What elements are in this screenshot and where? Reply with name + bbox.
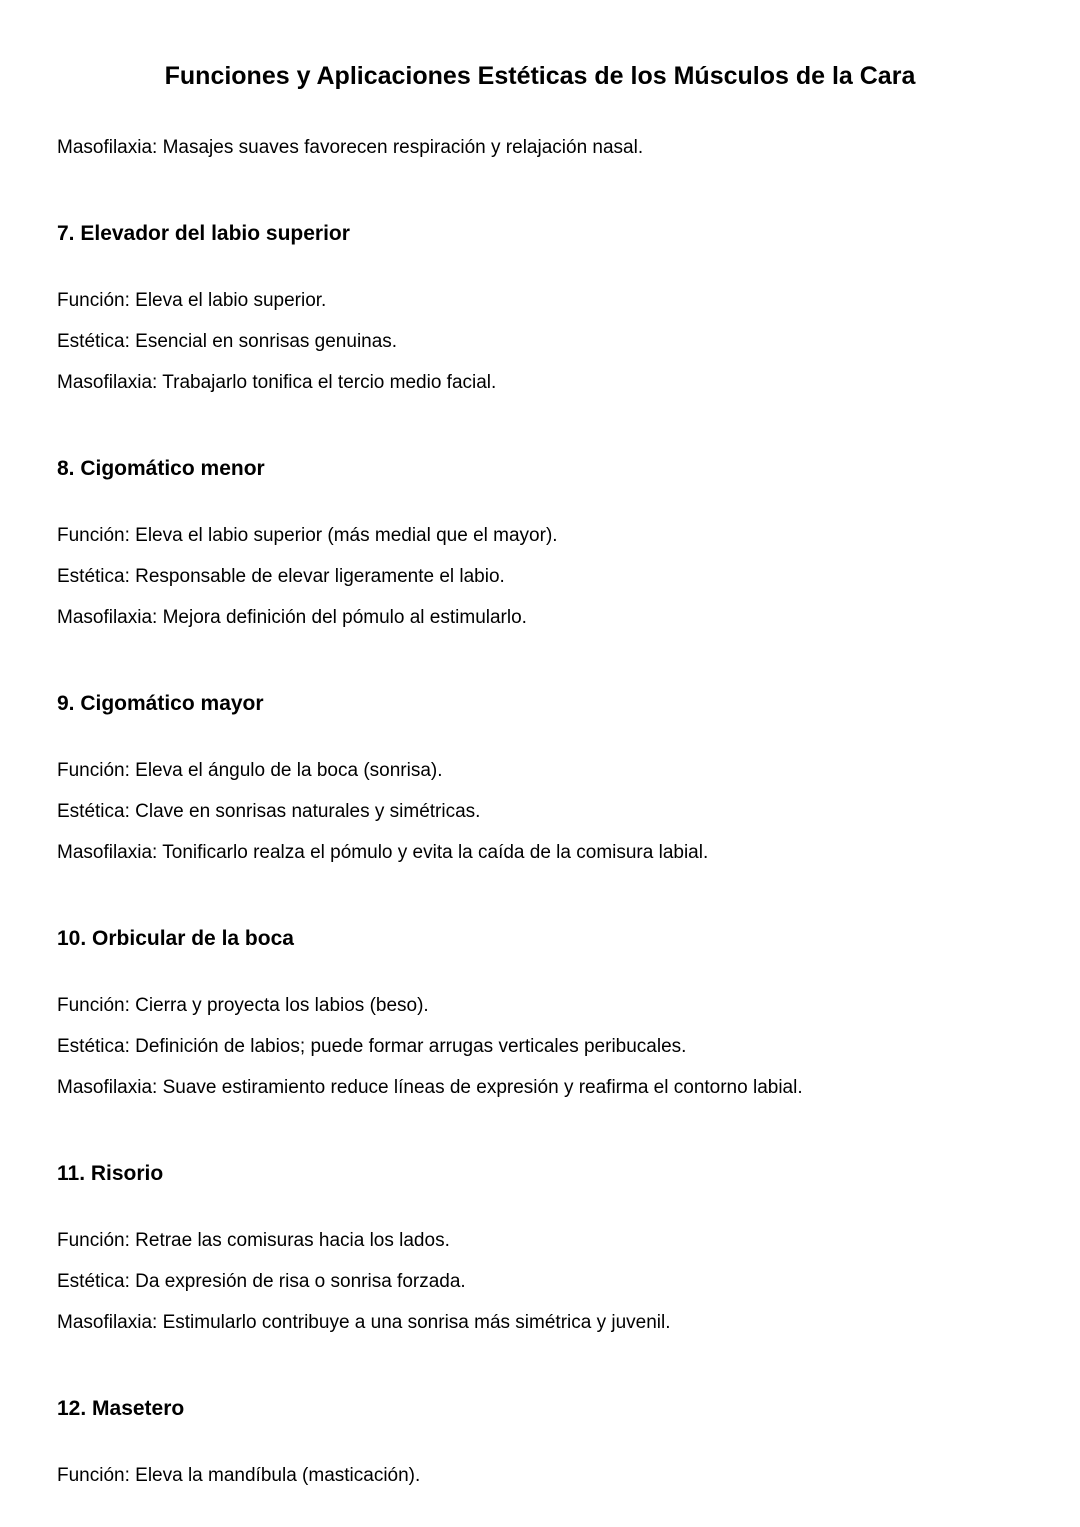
section-line: Masofilaxia: Mejora definición del pómulo al estimularlo. (57, 607, 527, 628)
section-heading: 11. Risorio (57, 1162, 164, 1185)
muscle-section (57, 1394, 1023, 1496)
section-line: Masofilaxia: Suave estiramiento reduce líneas de expresión y reafirma el contorno labial. (57, 1077, 803, 1098)
section-line: Masofilaxia: Trabajarlo tonifica el tercio medio facial. (57, 372, 497, 393)
section-heading: 8. Cigomático menor (57, 457, 265, 480)
section-heading: 9. Cigomático mayor (57, 692, 264, 715)
section-line: Estética: Esencial en sonrisas genuinas. (57, 331, 398, 352)
muscle-section (57, 1159, 1023, 1343)
section-line: Estética: Da expresión de risa o sonrisa forzada. (57, 1271, 466, 1292)
section-line: Estética: Clave en sonrisas naturales y simétricas. (57, 801, 481, 822)
muscle-section (57, 454, 1023, 638)
section-line: Función: Eleva el labio superior (más medial que el mayor). (57, 525, 558, 546)
section-line: Función: Cierra y proyecta los labios (beso). (57, 995, 429, 1016)
muscle-section (57, 689, 1023, 873)
sections-container (57, 219, 1023, 1496)
intro-line: Masofilaxia: Masajes suaves favorecen respiración y relajación nasal. (57, 137, 644, 158)
document-title: Funciones y Aplicaciones Estéticas de los Músculos de la Cara (164, 62, 916, 90)
muscle-section (57, 219, 1023, 403)
section-heading: 7. Elevador del labio superior (57, 222, 350, 245)
section-line: Función: Eleva el labio superior. (57, 290, 327, 311)
section-line: Masofilaxia: Estimularlo contribuye a una sonrisa más simétrica y juvenil. (57, 1312, 671, 1333)
section-heading: 12. Masetero (57, 1397, 185, 1420)
section-heading: 10. Orbicular de la boca (57, 927, 294, 950)
muscle-section (57, 924, 1023, 1108)
section-line: Función: Retrae las comisuras hacia los lados. (57, 1230, 450, 1251)
section-line: Estética: Definición de labios; puede formar arrugas verticales peribucales. (57, 1036, 687, 1057)
section-line: Masofilaxia: Tonificarlo realza el pómulo y evita la caída de la comisura labial. (57, 842, 709, 863)
section-line: Función: Eleva la mandíbula (masticación). (57, 1465, 421, 1486)
section-line: Función: Eleva el ángulo de la boca (sonrisa). (57, 760, 443, 781)
section-line: Estética: Responsable de elevar ligeramente el labio. (57, 566, 505, 587)
